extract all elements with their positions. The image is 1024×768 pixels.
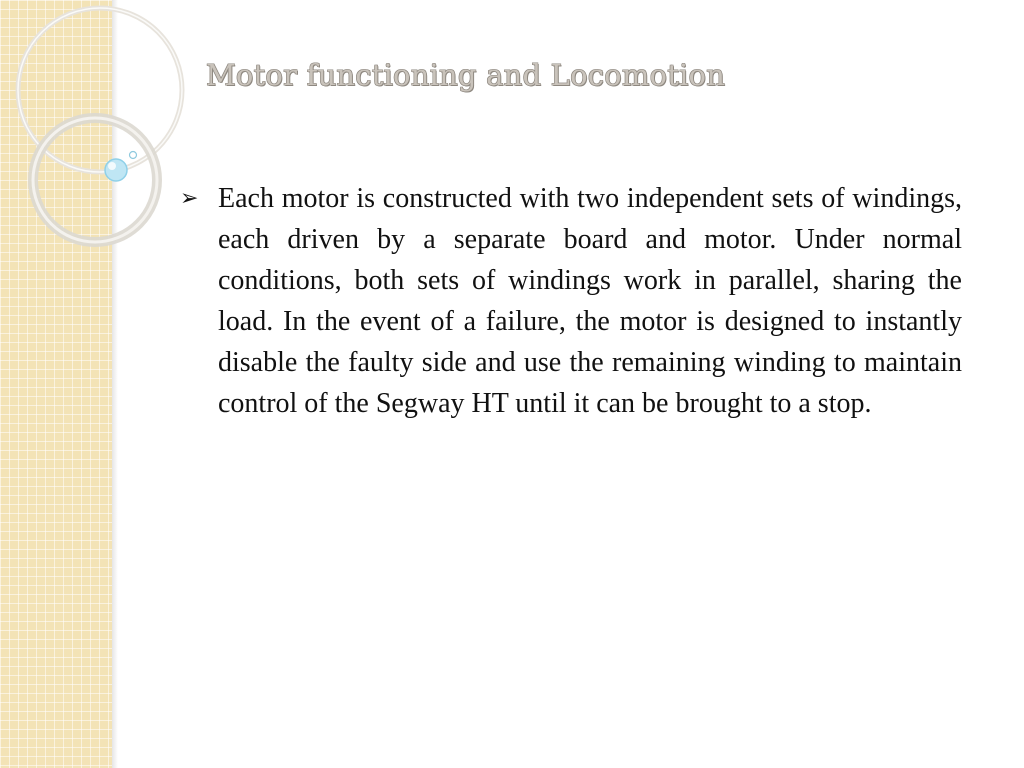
tiny-ring-decoration [130, 152, 137, 159]
arrowhead-bullet-icon: ➢ [180, 186, 199, 211]
bullet-item [180, 178, 962, 424]
bullet-text: Each motor is constructed with two independent sets of windings, each driven by a separate board and motor. Under normal conditions, both sets of windings work in parallel, sharing the load. In the event of a failure, the motor is designed to instantly disable the faulty side and use the remaining winding to maintain control of the Segway HT until it can be brought to a stop. [218, 183, 962, 419]
decorative-rings [0, 0, 180, 260]
slide-title: Motor functioning and Locomotion [206, 58, 726, 92]
blue-dot-decoration [105, 159, 127, 181]
